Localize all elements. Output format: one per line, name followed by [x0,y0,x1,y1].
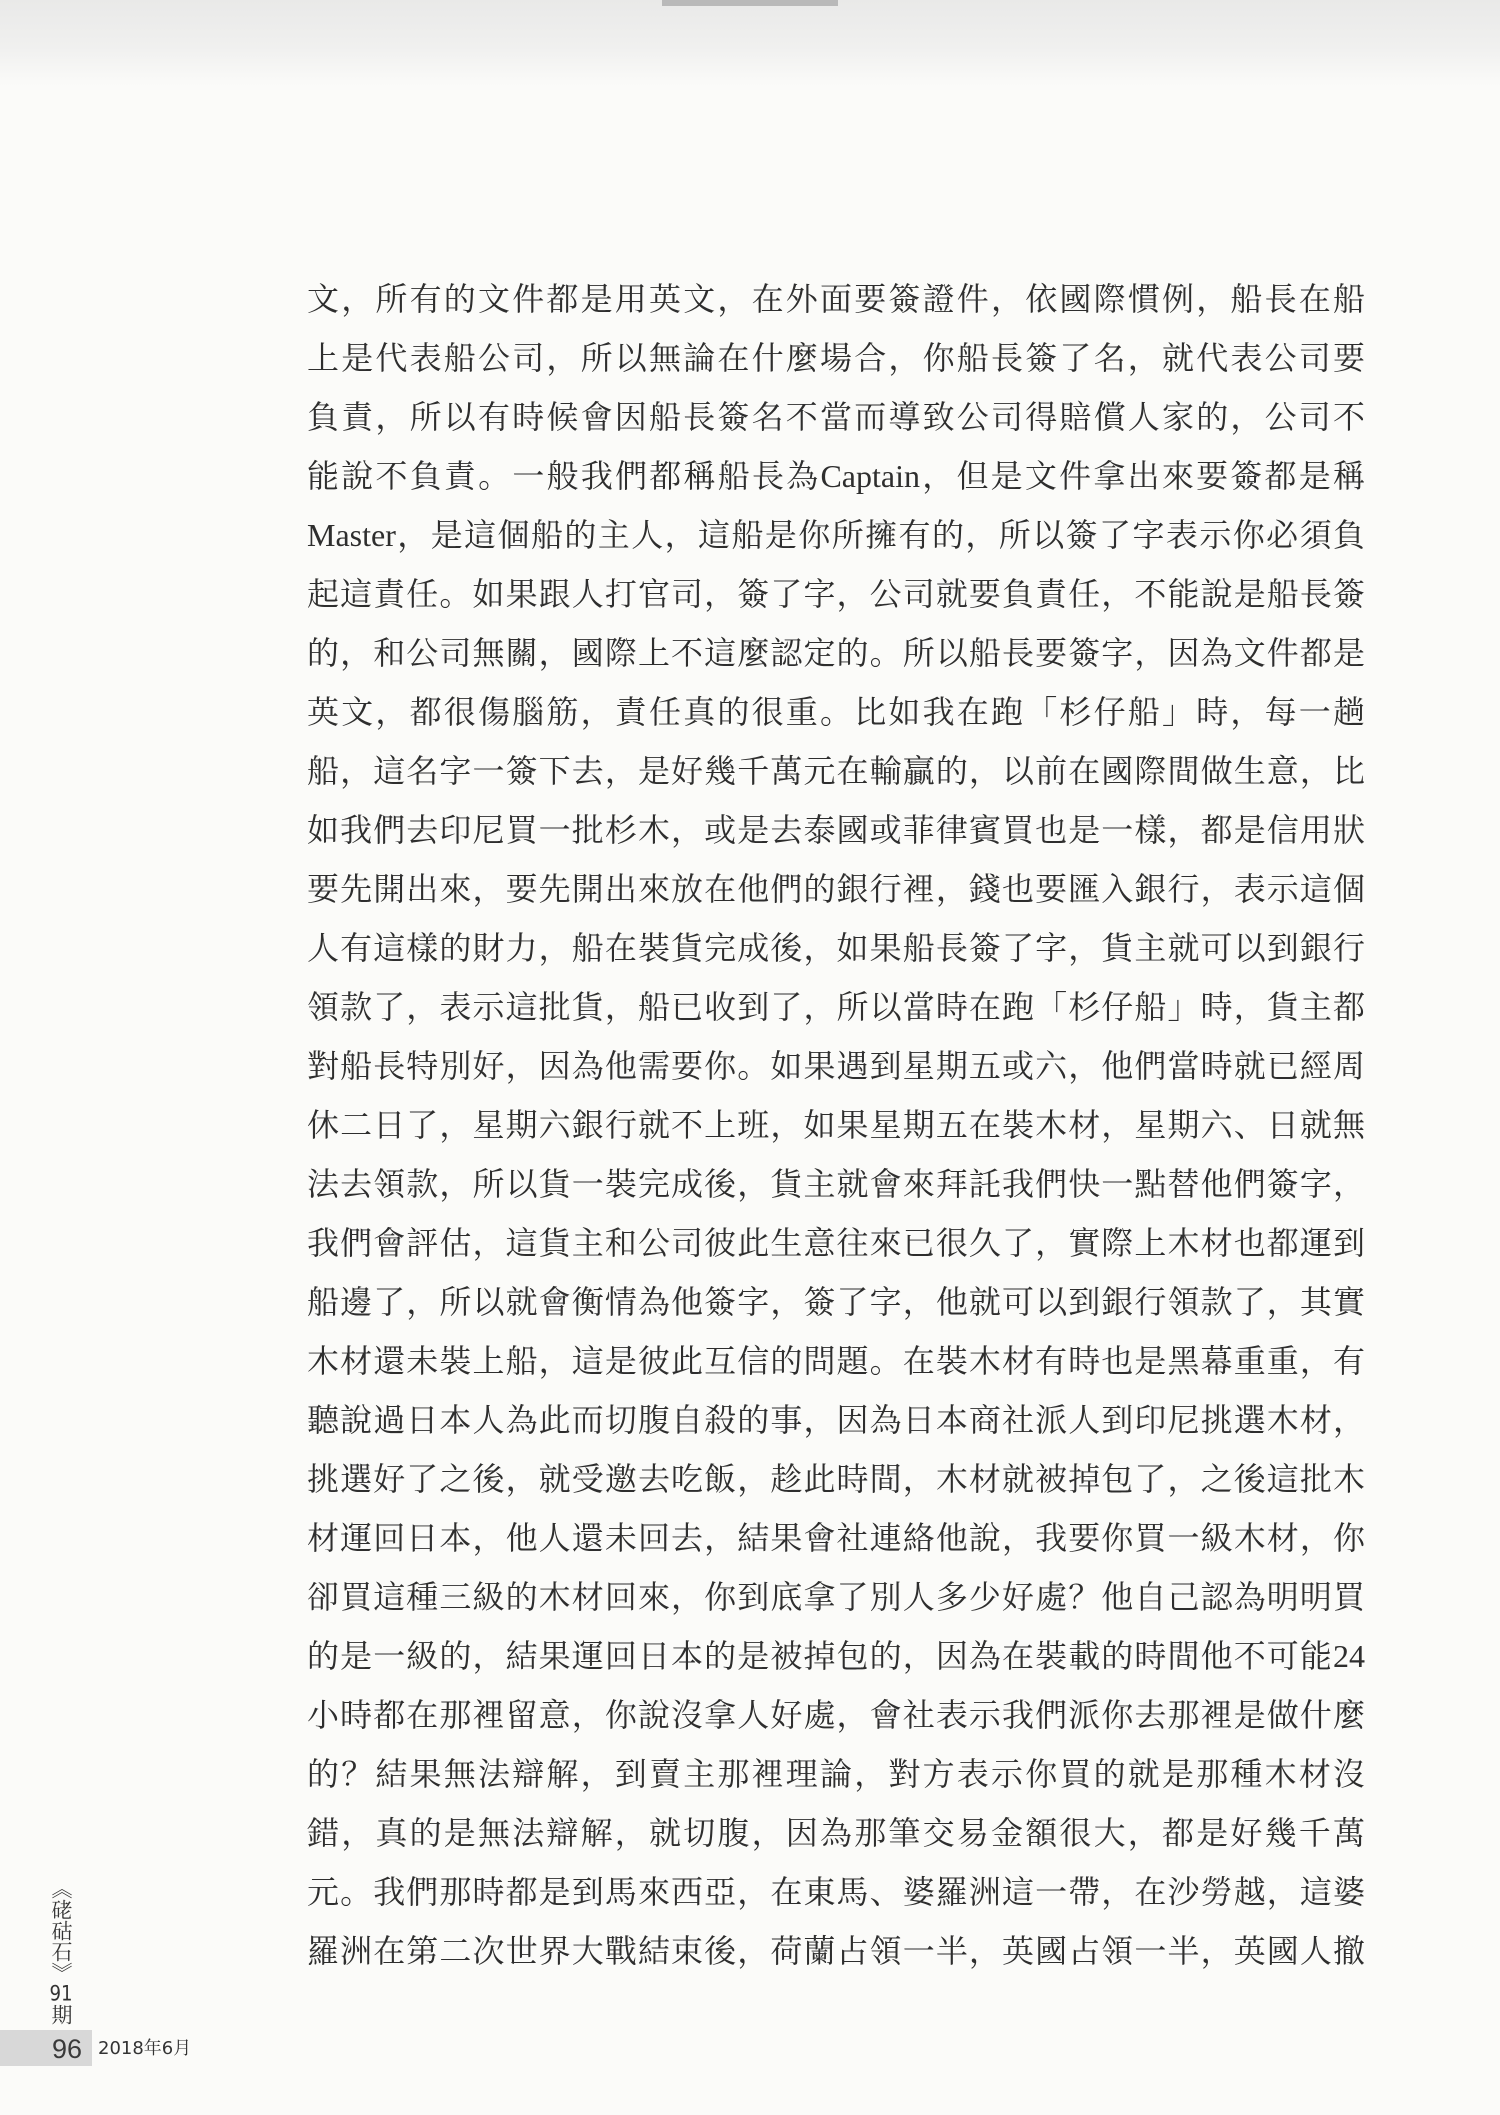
body-text-line: 材運回日本，他人還未回去，結果會社連絡他說，我要你買一級木材，你 [307,1520,1365,1556]
body-text-line: 法去領款，所以貨一裝完成後，貨主就會來拜託我們快一點替他們簽字， [307,1166,1365,1202]
scan-top-band [0,0,1500,86]
body-text-line: 能說不負責。一般我們都稱船長為Captain，但是文件拿出來要簽都是稱 [307,458,1365,494]
body-text-line: 領款了，表示這批貨，船已收到了，所以當時在跑「杉仔船」時，貨主都 [307,989,1365,1025]
body-text-line: 元。我們那時都是到馬來西亞，在東馬、婆羅洲這一帶，在沙勞越，這婆 [307,1874,1365,1910]
body-text-line: 船，這名字一簽下去，是好幾千萬元在輸贏的，以前在國際間做生意，比 [307,753,1365,789]
issue-date: 2018年6月 [98,2038,192,2059]
body-text-line: 我們會評估，這貨主和公司彼此生意往來已很久了，實際上木材也都運到 [307,1225,1365,1261]
body-text-line: 上是代表船公司，所以無論在什麼場合，你船長簽了名，就代表公司要 [307,340,1365,376]
magazine-title: 《硓𥑮石》 [49,1878,73,1983]
body-text-line: 的？結果無法辯解，到賣主那裡理論，對方表示你買的就是那種木材沒 [307,1756,1365,1792]
body-text-line: 如我們去印尼買一批杉木，或是去泰國或菲律賓買也是一樣，都是信用狀 [307,812,1365,848]
body-text-line: Master，是這個船的主人，這船是你所擁有的，所以簽了字表示你必須負 [307,517,1365,553]
body-text-line: 小時都在那裡留意，你說沒拿人好處，會社表示我們派你去那裡是做什麼 [307,1697,1365,1733]
body-text-line: 人有這樣的財力，船在裝貨完成後，如果船長簽了字，貨主就可以到銀行 [307,930,1365,966]
body-text-line: 起這責任。如果跟人打官司，簽了字，公司就要負責任，不能說是船長簽 [307,576,1365,612]
body-text-line: 要先開出來，要先開出來放在他們的銀行裡，錢也要匯入銀行，表示這個 [307,871,1365,907]
body-text-line: 聽說過日本人為此而切腹自殺的事，因為日本商社派人到印尼挑選木材， [307,1402,1365,1438]
body-text-line: 卻買這種三級的木材回來，你到底拿了別人多少好處？他自己認為明明買 [307,1579,1365,1615]
body-text-line: 羅洲在第二次世界大戰結束後，荷蘭占領一半，英國占領一半，英國人撤 [307,1933,1365,1969]
issue-unit: 期 [49,2004,73,2025]
body-text-line: 負責，所以有時候會因船長簽名不當而導致公司得賠償人家的，公司不 [307,399,1365,435]
scan-top-mark [662,0,838,6]
body-text-line: 文，所有的文件都是用英文，在外面要簽證件，依國際慣例，船長在船 [307,281,1365,317]
body-text-line: 木材還未裝上船，這是彼此互信的問題。在裝木材有時也是黑幕重重，有 [307,1343,1365,1379]
page-number: 96 [52,2034,83,2064]
magazine-issue-label [46,1878,76,2025]
body-text-line: 休二日了，星期六銀行就不上班，如果星期五在裝木材，星期六、日就無 [307,1107,1365,1143]
issue-number: 91 [49,1983,73,2004]
body-text-line: 挑選好了之後，就受邀去吃飯，趁此時間，木材就被掉包了，之後這批木 [307,1461,1365,1497]
article-body [307,270,1365,1981]
body-text-line: 對船長特別好，因為他需要你。如果遇到星期五或六，他們當時就已經周 [307,1048,1365,1084]
body-text-line: 船邊了，所以就會衡情為他簽字，簽了字，他就可以到銀行領款了，其實 [307,1284,1365,1320]
body-text-line: 錯，真的是無法辯解，就切腹，因為那筆交易金額很大，都是好幾千萬 [307,1815,1365,1851]
body-text-line: 的是一級的，結果運回日本的是被掉包的，因為在裝載的時間他不可能24 [307,1638,1365,1674]
body-text-line: 的，和公司無關，國際上不這麼認定的。所以船長要簽字，因為文件都是 [307,635,1365,671]
body-text-line: 英文，都很傷腦筋，責任真的很重。比如我在跑「杉仔船」時，每一趟 [307,694,1365,730]
